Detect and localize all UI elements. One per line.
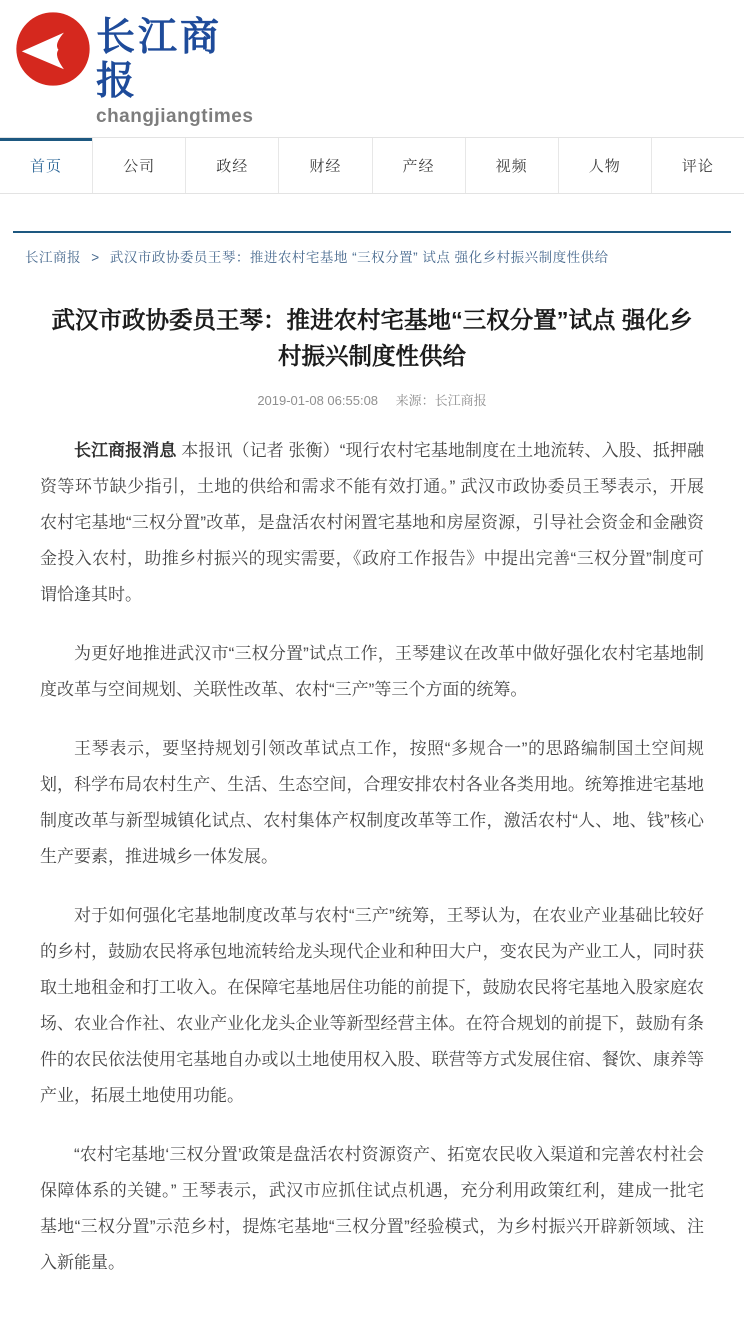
breadcrumb-home-link[interactable]: 长江商报: [25, 250, 81, 265]
nav-tab-评论[interactable]: 评论: [681, 158, 714, 175]
nav-tab-人物[interactable]: 人物: [559, 138, 652, 193]
article-meta: [40, 390, 704, 409]
main-nav: [0, 137, 744, 194]
site-header: [0, 0, 744, 137]
article-paragraph-3: 王琴表示，要坚持规划引领改革试点工作，按照“多规合一”的思路编制国土空间规划，科学布局农村生产、生活、生态空间，合理安排农村各业各类用地。统筹推进宅基地制度改革与新型城镇化试点、农村集体产权制度改革等工作，激活农村“人、地、钱”核心生产要素，推进城乡一体发展。: [40, 739, 704, 866]
breadcrumb-divider: [13, 231, 731, 276]
article-paragraph-1: 长江商报消息 本报讯（记者 张衡）“现行农村宅基地制度在土地流转、入股、抵押融资等环节缺少指引，土地的供给和需求不能有效打通。” 武汉市政协委员王琴表示，开展农村宅基地“三权分置”改革，是盘活农村闲置宅基地和房屋资源，引导社会资金和金融资金投入农村，助推乡村振兴的现实需要，《政府工作报告》中提出完善“三权分置”制度可谓恰逢其时。: [40, 441, 705, 604]
logo-title: 长江商报: [96, 16, 223, 103]
article-date: 2019-01-08 06:55:08: [257, 393, 379, 408]
article-title: 武汉市政协委员王琴：推进农村宅基地“三权分置”试点 强化乡村振兴制度性供给: [51, 307, 693, 369]
logo-text: [96, 10, 254, 129]
breadcrumb: [13, 233, 731, 276]
nav-tab-政经[interactable]: 政经: [186, 138, 279, 193]
article-lead-label: 长江商报消息: [74, 441, 177, 460]
breadcrumb-current: 武汉市政协委员王琴：推进农村宅基地 “三权分置” 试点 强化乡村振兴制度性供给: [109, 250, 609, 265]
article-paragraph-2: 为更好地推进武汉市“三权分置”试点工作，王琴建议在改革中做好强化农村宅基地制度改革与空间规划、关联性改革、农村“三产”等三个方面的统筹。: [40, 644, 704, 699]
article-paragraph-4: 对于如何强化宅基地制度改革与农村“三产”统筹，王琴认为，在农业产业基础比较好的乡村，鼓励农民将承包地流转给龙头现代企业和种田大户，变农民为产业工人，同时获取土地租金和打工收入。在保障宅基地居住功能的前提下，鼓励农民将宅基地入股家庭农场、农业合作社、农业产业化龙头企业等新型经营主体。在符合规划的前提下，鼓励有条件的农民依法使用宅基地自办或以土地使用权入股、联营等方式发展住宿、餐饮、康养等产业，拓展土地使用功能。: [40, 906, 704, 1105]
site-logo[interactable]: [14, 10, 254, 129]
breadcrumb-separator: >: [91, 250, 100, 265]
nav-tab-视频[interactable]: 视频: [466, 138, 559, 193]
nav-tab-产经[interactable]: 产经: [373, 138, 466, 193]
article: [0, 302, 744, 1317]
nav-tab-公司[interactable]: 公司: [93, 138, 186, 193]
article-paragraph-5: “农村宅基地‘三权分置’政策是盘活农村资源资产、拓宽农民收入渠道和完善农村社会保障体系的关键。” 王琴表示，武汉市应抓住试点机遇，充分利用政策红利，建成一批宅基地“三权分置”示范乡村，提炼宅基地“三权分置”经验模式，为乡村振兴开辟新领域、注入新能量。: [40, 1145, 704, 1272]
article-source: 来源：长江商报: [395, 393, 487, 408]
logo-mark-icon: [14, 10, 92, 93]
nav-tab-首页[interactable]: 首页: [0, 138, 93, 193]
article-body: [40, 433, 704, 1281]
logo-subtitle: changjiangtimes: [96, 106, 254, 127]
nav-tab-财经[interactable]: 财经: [279, 138, 372, 193]
